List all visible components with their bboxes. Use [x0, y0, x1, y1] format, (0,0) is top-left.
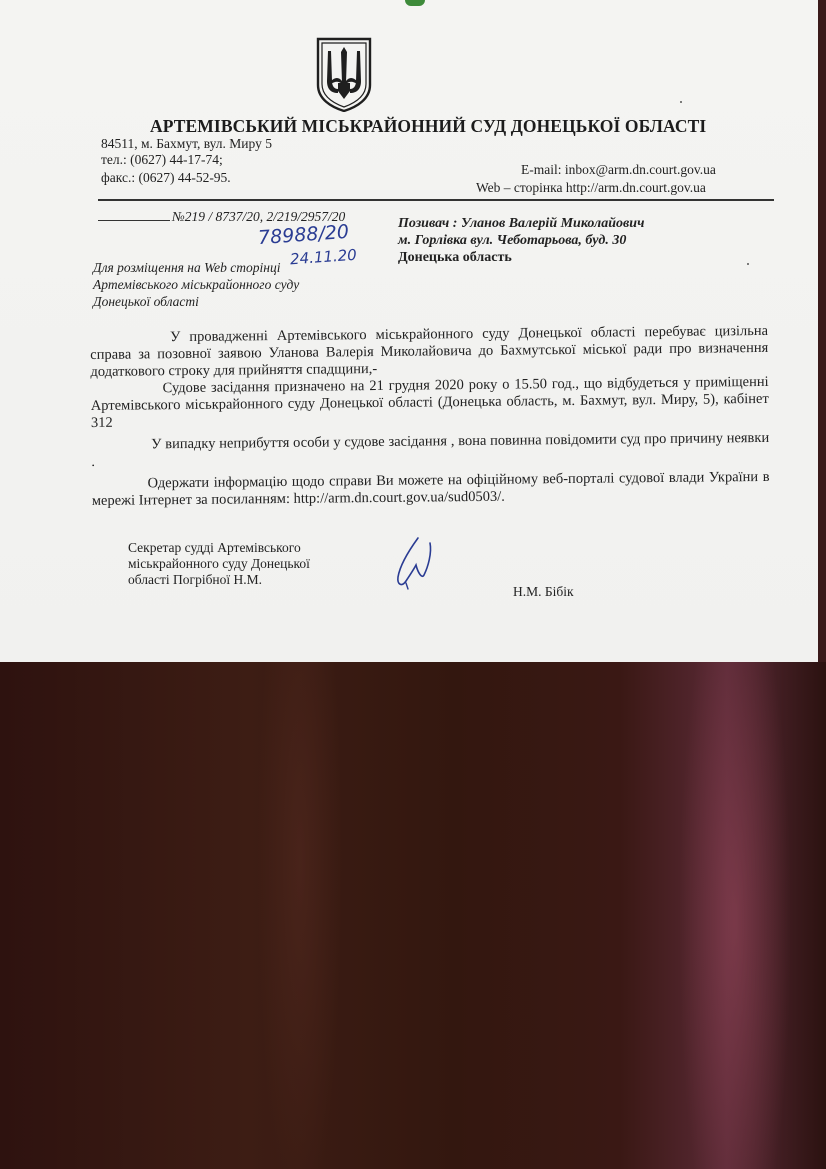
plaintiff-region: Донецька область: [398, 250, 512, 265]
handwritten-number: 78988/20: [257, 220, 350, 250]
notice-paragraph-info: Одержати інформацію щодо справи Ви можете на офіційному веб-порталі судової влади України в мережі Інтернет за посиланням: http://arm.dn.court.gov.ua/sud0503/.: [91, 468, 770, 509]
court-email: E-mail: inbox@arm.dn.court.gov.ua: [521, 162, 716, 177]
scan-speck: [747, 263, 749, 265]
court-website: Web – сторінка http://arm.dn.court.gov.ua: [476, 180, 706, 195]
secretary-title: Секретар судді Артемівського міськрайонного суду Донецької області Погрібної Н.М.: [128, 540, 310, 587]
notice-body: [90, 323, 770, 510]
court-address: 84511, м. Бахмут, вул. Миру 5: [101, 136, 272, 151]
trident-emblem-icon: [315, 37, 373, 112]
header-divider: [98, 199, 774, 201]
signer-name: Н.М. Бібік: [513, 584, 574, 599]
signature-icon: [388, 535, 438, 591]
reference-number: №219 / 8737/20, 2/219/2957/20: [172, 209, 346, 224]
court-name-heading: АРТЕМІВСЬКИЙ МІСЬКРАЙОННИЙ СУД ДОНЕЦЬКОЇ ОБЛАСТІ: [150, 116, 707, 136]
plaintiff-block: [398, 215, 644, 266]
handwritten-date: 24.11.20: [289, 245, 358, 269]
reference-blank-line: [98, 220, 170, 221]
plaintiff-name: Позивач : Уланов Валерій Миколайович: [398, 216, 645, 231]
court-phone: тел.: (0627) 44-17-74;: [101, 152, 223, 167]
court-fax: факс.: (0627) 44-52-95.: [101, 170, 231, 185]
scan-edge-mark: [405, 0, 425, 6]
scanner-background: [0, 662, 826, 1169]
web-placement-note: Для розміщення на Web сторінці Артемівського міськрайонного суду Донецької області: [93, 260, 300, 309]
plaintiff-address: м. Горлівка вул. Чеботарьова, буд. 30: [398, 233, 627, 248]
notice-paragraph-absence: У випадку неприбуття особи у судове засідання , вона повинна повідомити суд про причину неявки .: [91, 429, 770, 470]
scan-speck: [680, 101, 682, 103]
notice-paragraph-hearing: Судове засідання призначено на 21 грудня 2020 року о 15.50 год., що відбудеться у приміщенні Артемівського міськрайонного суду Донецької області (Донецька область, м. Бахмут, вул. Миру, 5), кабінет 312: [90, 373, 769, 431]
notice-paragraph-case: У провадженні Артемівського міськрайонного суду Донецької області перебуває цизільна справа за позовної заявою Уланова Валерія Миколайовича до Бахмутської міської ради про визначення додаткового строку для прийняття спадщини,-: [90, 322, 769, 380]
